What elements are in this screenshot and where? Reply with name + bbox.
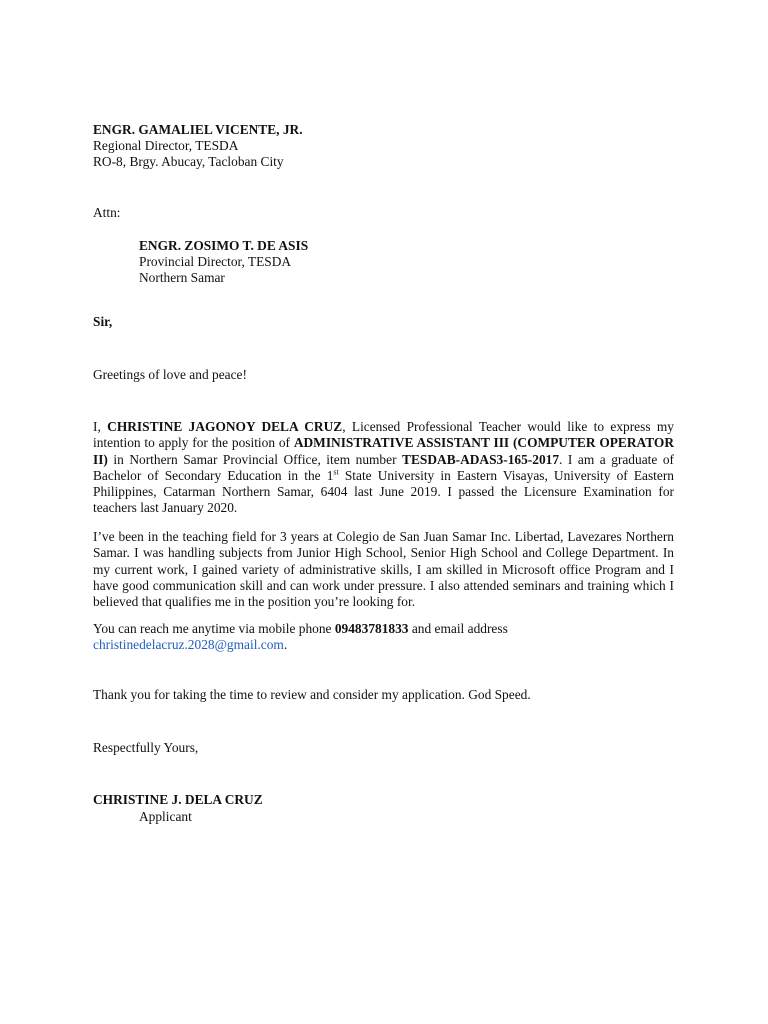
position-title: ADMINISTRATIVE ASSISTANT III (COMPUTER OPERATOR II) [93,435,674,467]
addressee-title: Regional Director, TESDA [93,138,239,153]
p3-text-1: You can reach me anytime via mobile phone [93,621,335,636]
body-paragraph-2: I’ve been in the teaching field for 3 years at Colegio de San Juan Samar Inc. Libertad, Lavezares Northern Samar. I was handling subjects from Junior High School, Senior High School and College Department. In my current work, I gained variety of administrative skills, I am skilled in Microsoft office Program and I have good communication skill and can work under pressure. I also attended seminars and training which I believed that qualifies me in the position you’re looking for. [93,529,674,610]
phone-number: 09483781833 [334,621,409,636]
signature-role: Applicant [139,809,192,824]
attention-name: ENGR. ZOSIMO T. DE ASIS [139,238,309,253]
p1-text-1: I, [93,419,108,434]
greeting: Greetings of love and peace! [93,367,247,382]
p1-text-2: , Licensed Professional Teacher would like to express my intention to apply for the position of [93,419,674,451]
body-paragraph-1 [93,419,674,517]
p1-text-3: in Northern Samar Provincial Office, item number [107,451,403,467]
signature-name: CHRISTINE J. DELA CRUZ [93,792,263,807]
p3-text-3: . [283,637,288,653]
body-paragraph-3 [93,621,674,654]
addressee-address: RO-8, Brgy. Abucay, Tacloban City [93,154,284,169]
attention-location: Northern Samar [139,270,225,285]
p1-text-5: State University in Eastern Visayas, University of Eastern Philippines, Catarman Northern Samar, 6404 last June 2019. I passed the Licensure Examination for teachers last January 2020. [93,467,674,516]
email-link[interactable]: christinedelacruz.2028@gmail.com [93,637,284,653]
salutation: Sir, [93,314,113,329]
applicant-full-name: CHRISTINE JAGONOY DELA CRUZ [107,419,343,434]
closing: Respectfully Yours, [93,740,199,755]
body-paragraph-4: Thank you for taking the time to review and consider my application. God Speed. [93,687,531,702]
addressee-name: ENGR. GAMALIEL VICENTE, JR. [93,122,303,137]
ordinal-suffix: st [333,467,339,477]
item-number: TESDAB-ADAS3-165-2017 [402,451,560,467]
attention-label: Attn: [93,205,121,220]
p3-text-2: and email address [408,621,508,636]
attention-title: Provincial Director, TESDA [139,254,292,269]
p1-text-4: . I am a graduate of Bachelor of Secondary Education in the 1 [93,451,674,483]
